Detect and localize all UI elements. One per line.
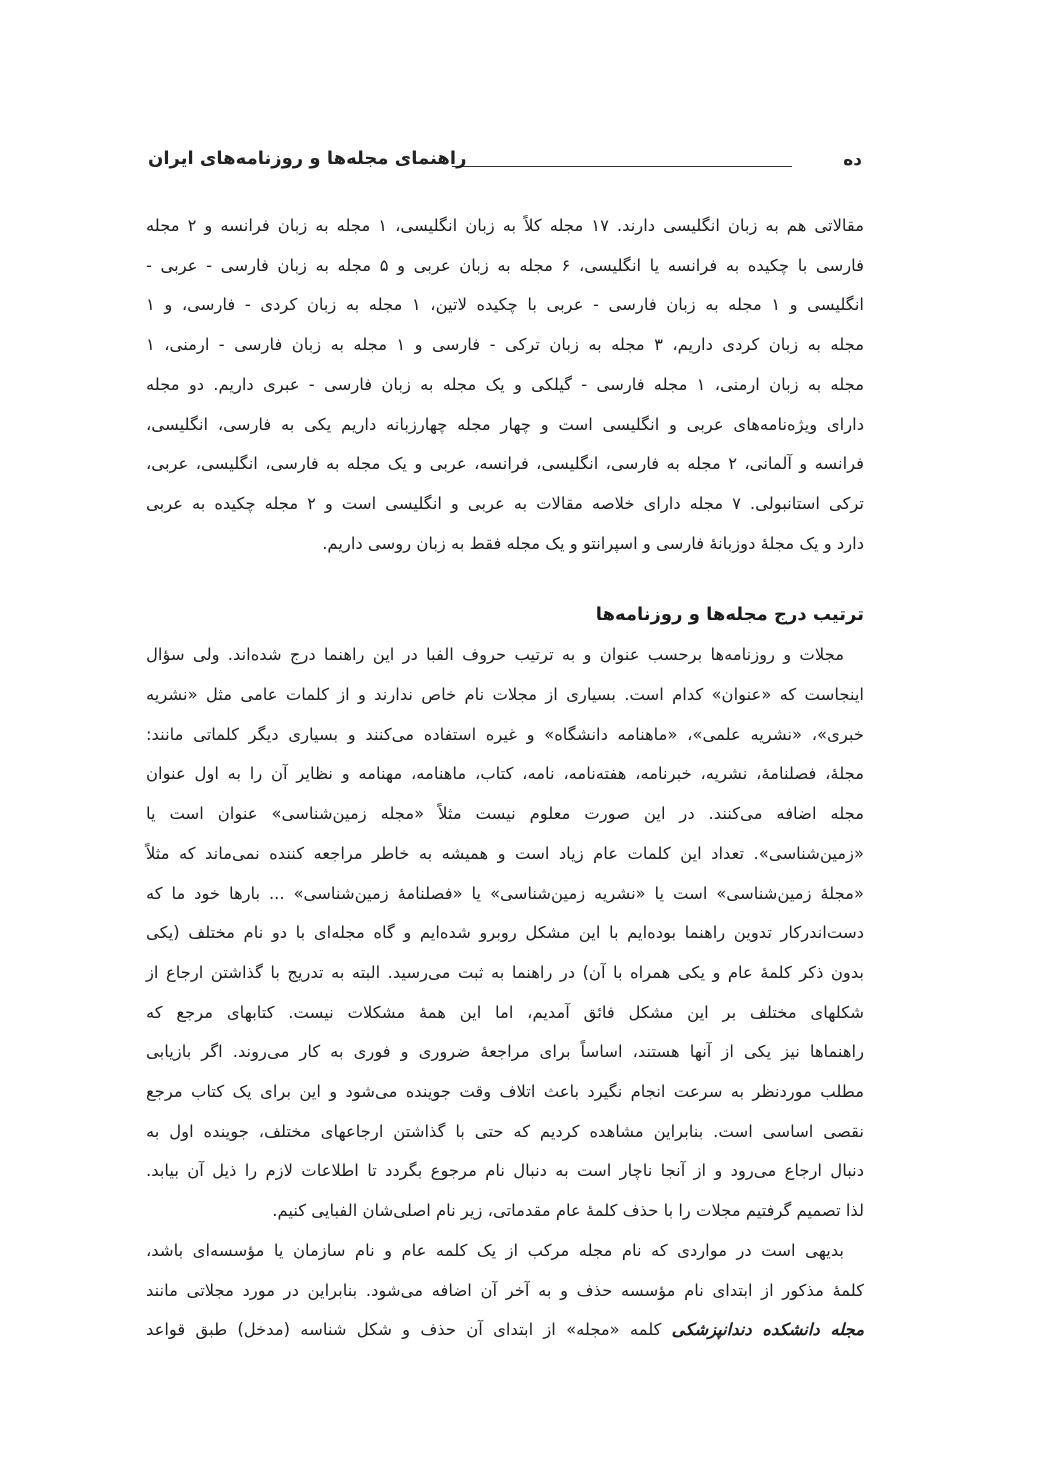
text-line: نقصی اساسی است. بنابراین مشاهده کردیم که حتی با گذاشتن ارجاعهای مختلف، جوینده اول به xyxy=(146,1121,864,1141)
text-line: مجله به زبان کردی داریم، ۳ مجله به زبان ترکی - فارسی و ۱ مجله به زبان فارسی - ارمنی، ۱ xyxy=(146,335,864,355)
text-line: فارسی با چکیده به فرانسه یا انگلیسی، ۶ مجله به زبان عربی و ۵ مجله به زبان فارسی - عربی - xyxy=(146,255,865,275)
text-line: خبری»، «نشریه علمی»، «ماهنامه دانشگاه» و غیره استفاده می‌کنند و بسیاری دیگر کلماتی مانند: xyxy=(146,724,864,744)
text-line: انگلیسی و ۱ مجله به زبان فارسی - عربی با چکیده لاتین، ۱ مجله به زبان کردی - فارسی، و ۱ xyxy=(146,295,864,315)
text-line: مجله به زبان ارمنی، ۱ مجله فارسی - گیلکی و یک مجله به زبان فارسی - عبری داریم. دو مجله xyxy=(146,374,865,394)
text-line: راهنماها نیز یکی از آنها هستند، اساساً برای مراجعهٔ ضروری و فوری به کار می‌روند. اگر بازیابی xyxy=(146,1042,864,1062)
intro-paragraph xyxy=(146,206,864,563)
text-line: مجله اضافه می‌کنند. در این صورت معلوم نیست مثلاً «مجله زمین‌شناسی» عنوان است یا xyxy=(146,804,864,824)
text-line: کلمهٔ مذکور از ابتدای نام مؤسسه حذف و به آخر آن اضافه می‌شود. بنابراین در مورد مجلاتی مانند xyxy=(146,1280,864,1300)
text-line: بدیهی است در مواردی که نام مجله مرکب از یک کلمه عام و نام سازمان یا مؤسسه‌ای باشد، xyxy=(146,1240,844,1260)
text-line: شکلهای مختلف بر این مشکل فائق آمدیم، اما این همهٔ مشکلات نیست. کتابهای مرجع که xyxy=(146,1002,864,1022)
header-rule-divider xyxy=(452,166,792,167)
running-head-title: راهنمای مجله‌ها و روزنامه‌های ایران xyxy=(148,148,467,169)
text-line: مجلهٔ، فصلنامهٔ، نشریه، خبرنامه، هفته‌نامه، نامه، کتاب، ماهنامه، مهنامه و نظایر آن را به اول عنوان xyxy=(146,764,864,784)
text-line xyxy=(146,1310,864,1350)
text-line: دارد و یک مجلهٔ دوزبانهٔ فارسی و اسپرانتو و یک مجله فقط به زبان روسی داریم. xyxy=(322,533,864,553)
section-paragraph-1 xyxy=(146,635,864,1231)
text-line: «مجلهٔ زمین‌شناسی» است یا «نشریه زمین‌شناسی» یا «فصلنامهٔ زمین‌شناسی» ... بارها خود ما که xyxy=(146,883,864,903)
text-line: مطلب موردنظر به سرعت انجام نگیرد باعث اتلاف وقت جوینده می‌شود و این برای یک کتاب مرجع xyxy=(146,1082,864,1102)
body-text xyxy=(146,206,864,1350)
text-line: فرانسه و آلمانی، ۲ مجله به فارسی، انگلیسی، فرانسه، عربی و یک مجله به فارسی، انگلیسی، عربی، xyxy=(146,454,865,474)
running-head xyxy=(148,148,862,184)
text-line: بدون ذکر کلمهٔ عام و یکی همراه با آن) در راهنما به ثبت می‌رسید. البته به تدریج با گذاشتن ارجاع از xyxy=(146,962,864,982)
text-line: مقالاتی هم به زبان انگلیسی دارند. ۱۷ مجله کلاً به زبان انگلیسی، ۱ مجله به زبان فرانسه و ۲ مجله xyxy=(146,216,864,235)
emphasized-journal-title: مجله دانشکده دندانپزشکی xyxy=(671,1320,864,1340)
text-line: دست‌اندرکار تدوین راهنما بوده‌ایم با این مشکل روبرو شده‌ایم و گاه مجله‌ای با دو نام مختلف (یکی xyxy=(146,923,864,943)
text-run: کلمه «مجله» از ابتدای آن حذف و شکل شناسه (مدخل) طبق قواعد xyxy=(146,1320,672,1340)
section-heading: ترتیب درج مجله‌ها و روزنامه‌ها xyxy=(595,604,864,626)
text-line: «زمین‌شناسی». تعداد این کلمات عام زیاد است و همیشه به خاطر مراجعه کننده نمی‌ماند که مثلاً xyxy=(146,843,864,863)
text-line: لذا تصمیم گرفتیم مجلات را با حذف کلمهٔ عام مقدماتی، زیر نام اصلی‌شان الفبایی کنیم. xyxy=(272,1201,864,1221)
page-number: ده xyxy=(843,150,862,170)
text-line: دارای ویژه‌نامه‌های عربی و انگلیسی است و چهار مجله چهارزبانه داریم یکی به فارسی، انگلیسی، xyxy=(146,414,864,434)
section-paragraph-2 xyxy=(146,1231,864,1350)
text-line: مجلات و روزنامه‌ها برحسب عنوان و به ترتیب حروف الفبا در این راهنما درج شده‌اند. ولی سؤال xyxy=(146,645,844,665)
text-line: دنبال ارجاع می‌رود و از آنجا ناچار است به دنبال نام مرجوع بگردد تا اطلاعات لازم را ذیل آن بیابد. xyxy=(146,1161,864,1181)
text-line: اینجاست که «عنوان» کدام است. بسیاری از مجلات نام خاص ندارند و از کلمات عامی مثل «نشریه xyxy=(146,685,864,705)
text-line: ترکی استانبولی. ۷ مجله دارای خلاصه مقالات به عربی و انگلیسی است و ۲ مجله چکیده به عربی xyxy=(146,493,864,513)
